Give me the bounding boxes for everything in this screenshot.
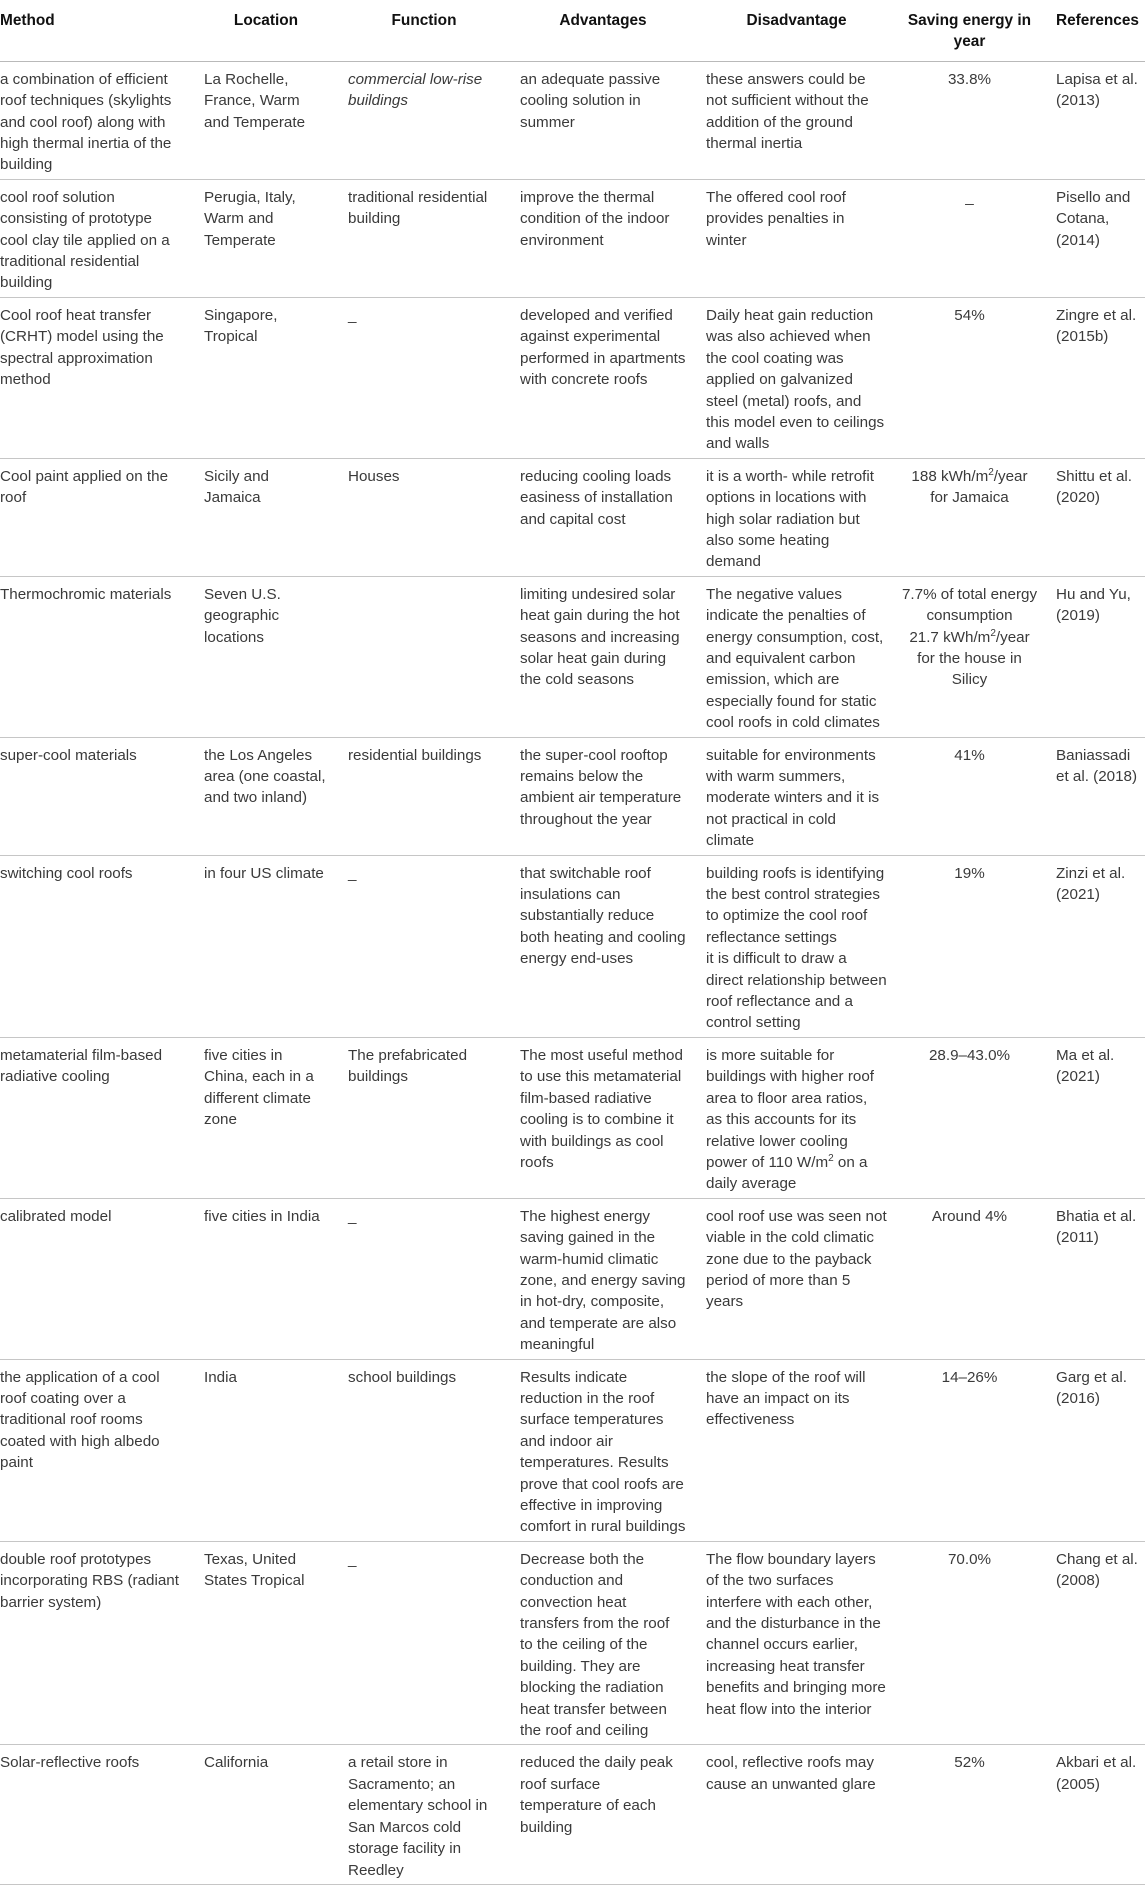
cell-method: switching cool roofs [0, 855, 194, 1037]
cell-function: residential buildings [338, 737, 510, 855]
cell-method: cool roof solution consisting of prototype cool clay tile applied on a traditional residential building [0, 179, 194, 297]
cell-advantages: The highest energy saving gained in the warm-humid climatic zone, and energy saving in hot-dry, composite, and temperate are also meaningful [510, 1198, 696, 1359]
cell-disadvantage: the slope of the roof will have an impact on its effectiveness [696, 1359, 897, 1541]
cell-location: La Rochelle, France, Warm and Temperate [194, 61, 338, 179]
cell-disadvantage: Daily heat gain reduction was also achieved when the cool coating was applied on galvanized steel (metal) roofs, and this model even to ceilings and walls [696, 297, 897, 458]
cell-saving: 28.9–43.0% [897, 1037, 1042, 1198]
header-location: Location [194, 6, 338, 61]
cell-saving: 33.8% [897, 61, 1042, 179]
saving-value-part: /year for Jamaica [930, 467, 1028, 507]
cell-method: Cool roof heat transfer (CRHT) model using the spectral approximation method [0, 297, 194, 458]
cell-function: _ [338, 297, 510, 458]
cell-reference: Garg et al. (2016) [1042, 1359, 1145, 1541]
cell-function: _ [338, 1541, 510, 1745]
cell-advantages: that switchable roof insulations can substantially reduce both heating and cooling energy end-uses [510, 855, 696, 1037]
cell-advantages: improve the thermal condition of the indoor environment [510, 179, 696, 297]
cell-reference: Ma et al. (2021) [1042, 1037, 1145, 1198]
cell-reference: Bhatia et al. (2011) [1042, 1198, 1145, 1359]
cell-function: school buildings [338, 1359, 510, 1541]
saving-value-line: 7.7% of total energy consumption [901, 585, 1038, 625]
cell-reference: Zingre et al. (2015b) [1042, 297, 1145, 458]
cell-location: in four US climate [194, 855, 338, 1037]
header-saving-energy: Saving energy in year [897, 6, 1042, 61]
cell-location: India [194, 1359, 338, 1541]
table-row [0, 458, 1145, 576]
disadvantage-part: on a daily average [706, 1153, 868, 1193]
header-function: Function [338, 6, 510, 61]
cell-function: a retail store in Sacramento; an elementary school in San Marcos cold storage facility in Reedley [338, 1745, 510, 1884]
cell-function: _ [338, 855, 510, 1037]
saving-value-part: 21.7 kWh/m [909, 628, 991, 646]
table-row [0, 576, 1145, 737]
cell-reference: Hu and Yu, (2019) [1042, 576, 1145, 737]
cell-saving: 70.0% [897, 1541, 1042, 1745]
cell-saving: 52% [897, 1745, 1042, 1884]
header-disadvantage: Disadvantage [696, 6, 897, 61]
saving-superscript: 2 [990, 627, 996, 639]
cell-location: Perugia, Italy, Warm and Temperate [194, 179, 338, 297]
cell-saving: 54% [897, 297, 1042, 458]
cell-location: California [194, 1745, 338, 1884]
disadvantage-line: building roofs is identifying the best control strategies to optimize the cool roof reflectance settings [706, 864, 885, 946]
cell-advantages: The most useful method to use this metamaterial film-based radiative cooling is to combine it with buildings as cool roofs [510, 1037, 696, 1198]
cell-function: Houses [338, 458, 510, 576]
cell-saving [897, 576, 1042, 737]
cell-method: super-cool materials [0, 737, 194, 855]
table-body [0, 61, 1145, 1884]
cell-location: Singapore, Tropical [194, 297, 338, 458]
cell-method: Solar-reflective roofs [0, 1745, 194, 1884]
cell-location: five cities in China, each in a different climate zone [194, 1037, 338, 1198]
cell-function: traditional residential building [338, 179, 510, 297]
cell-disadvantage: The offered cool roof provides penalties in winter [696, 179, 897, 297]
cell-method: double roof prototypes incorporating RBS (radiant barrier system) [0, 1541, 194, 1745]
cell-disadvantage: cool roof use was seen not viable in the cold climatic zone due to the payback period of more than 5 years [696, 1198, 897, 1359]
cell-method: Thermochromic materials [0, 576, 194, 737]
table-row [0, 1745, 1145, 1884]
cell-saving: 19% [897, 855, 1042, 1037]
cell-disadvantage [696, 1037, 897, 1198]
cell-advantages: the super-cool rooftop remains below the ambient air temperature throughout the year [510, 737, 696, 855]
table-row [0, 855, 1145, 1037]
cell-advantages: an adequate passive cooling solution in summer [510, 61, 696, 179]
cell-advantages: Decrease both the conduction and convection heat transfers from the roof to the ceiling of the building. They are blocking the radiation heat transfer between the roof and ceiling [510, 1541, 696, 1745]
cell-function: commercial low-rise buildings [338, 61, 510, 179]
table-row [0, 1541, 1145, 1745]
cell-reference: Pisello and Cotana, (2014) [1042, 179, 1145, 297]
table-row [0, 1359, 1145, 1541]
cell-method: calibrated model [0, 1198, 194, 1359]
cell-disadvantage: The negative values indicate the penalties of energy consumption, cost, and equivalent carbon emission, which are especially found for static cool roofs in cold climates [696, 576, 897, 737]
cool-roof-comparison-table [0, 6, 1145, 1885]
header-advantages: Advantages [510, 6, 696, 61]
cell-function [338, 576, 510, 737]
cell-reference: Chang et al. (2008) [1042, 1541, 1145, 1745]
table-row [0, 1037, 1145, 1198]
cell-disadvantage: The flow boundary layers of the two surfaces interfere with each other, and the disturbance in the channel occurs earlier, increasing heat transfer benefits and bringing more heat flow into the interior [696, 1541, 897, 1745]
cell-location: the Los Angeles area (one coastal, and two inland) [194, 737, 338, 855]
disadvantage-superscript: 2 [828, 1152, 834, 1164]
table-row [0, 179, 1145, 297]
header-references: References [1042, 6, 1145, 61]
saving-value-part: 188 kWh/m [911, 467, 989, 485]
cell-reference: Baniassadi et al. (2018) [1042, 737, 1145, 855]
cell-advantages: Results indicate reduction in the roof surface temperatures and indoor air temperatures. Results prove that cool roofs are effective in improving comfort in rural buildings [510, 1359, 696, 1541]
cell-advantages: reduced the daily peak roof surface temperature of each building [510, 1745, 696, 1884]
cell-saving: 14–26% [897, 1359, 1042, 1541]
table-header [0, 6, 1145, 61]
cell-method: metamaterial film-based radiative cooling [0, 1037, 194, 1198]
cell-saving: 41% [897, 737, 1042, 855]
cell-reference: Shittu et al. (2020) [1042, 458, 1145, 576]
cell-location: Seven U.S. geographic locations [194, 576, 338, 737]
cell-location: Texas, United States Tropical [194, 1541, 338, 1745]
saving-superscript: 2 [988, 466, 994, 478]
cell-saving: Around 4% [897, 1198, 1042, 1359]
cell-method: the application of a cool roof coating over a traditional roof rooms coated with high albedo paint [0, 1359, 194, 1541]
table-row [0, 297, 1145, 458]
cell-saving: _ [897, 179, 1042, 297]
cell-reference: Akbari et al. (2005) [1042, 1745, 1145, 1884]
cell-method: a combination of efficient roof techniques (skylights and cool roof) along with high thermal inertia of the building [0, 61, 194, 179]
cell-saving [897, 458, 1042, 576]
disadvantage-part: is more suitable for buildings with higher roof area to floor area ratios, as this accounts for its relative lower cooling power of 110 W/m [706, 1046, 875, 1171]
table-row [0, 1198, 1145, 1359]
saving-value-part: /year for the house in Silicy [917, 628, 1030, 689]
cell-location: Sicily and Jamaica [194, 458, 338, 576]
cell-function: The prefabricated buildings [338, 1037, 510, 1198]
cell-advantages: reducing cooling loads easiness of installation and capital cost [510, 458, 696, 576]
cell-disadvantage: these answers could be not sufficient without the addition of the ground thermal inertia [696, 61, 897, 179]
cell-advantages: developed and verified against experimental performed in apartments with concrete roofs [510, 297, 696, 458]
cell-disadvantage: suitable for environments with warm summers, moderate winters and it is not practical in cold climate [696, 737, 897, 855]
cell-advantages: limiting undesired solar heat gain during the hot seasons and increasing solar heat gain during the cold seasons [510, 576, 696, 737]
cell-disadvantage [696, 855, 897, 1037]
cell-disadvantage: it is a worth- while retrofit options in locations with high solar radiation but also some heating demand [696, 458, 897, 576]
cell-disadvantage: cool, reflective roofs may cause an unwanted glare [696, 1745, 897, 1884]
table-row [0, 61, 1145, 179]
table-row [0, 737, 1145, 855]
cell-reference: Lapisa et al. (2013) [1042, 61, 1145, 179]
header-method: Method [0, 6, 194, 61]
cell-reference: Zinzi et al. (2021) [1042, 855, 1145, 1037]
disadvantage-line: it is difficult to draw a direct relationship between roof reflectance and a control setting [706, 950, 887, 1032]
cell-function: _ [338, 1198, 510, 1359]
cell-location: five cities in India [194, 1198, 338, 1359]
cell-method: Cool paint applied on the roof [0, 458, 194, 576]
header-row [0, 6, 1145, 61]
